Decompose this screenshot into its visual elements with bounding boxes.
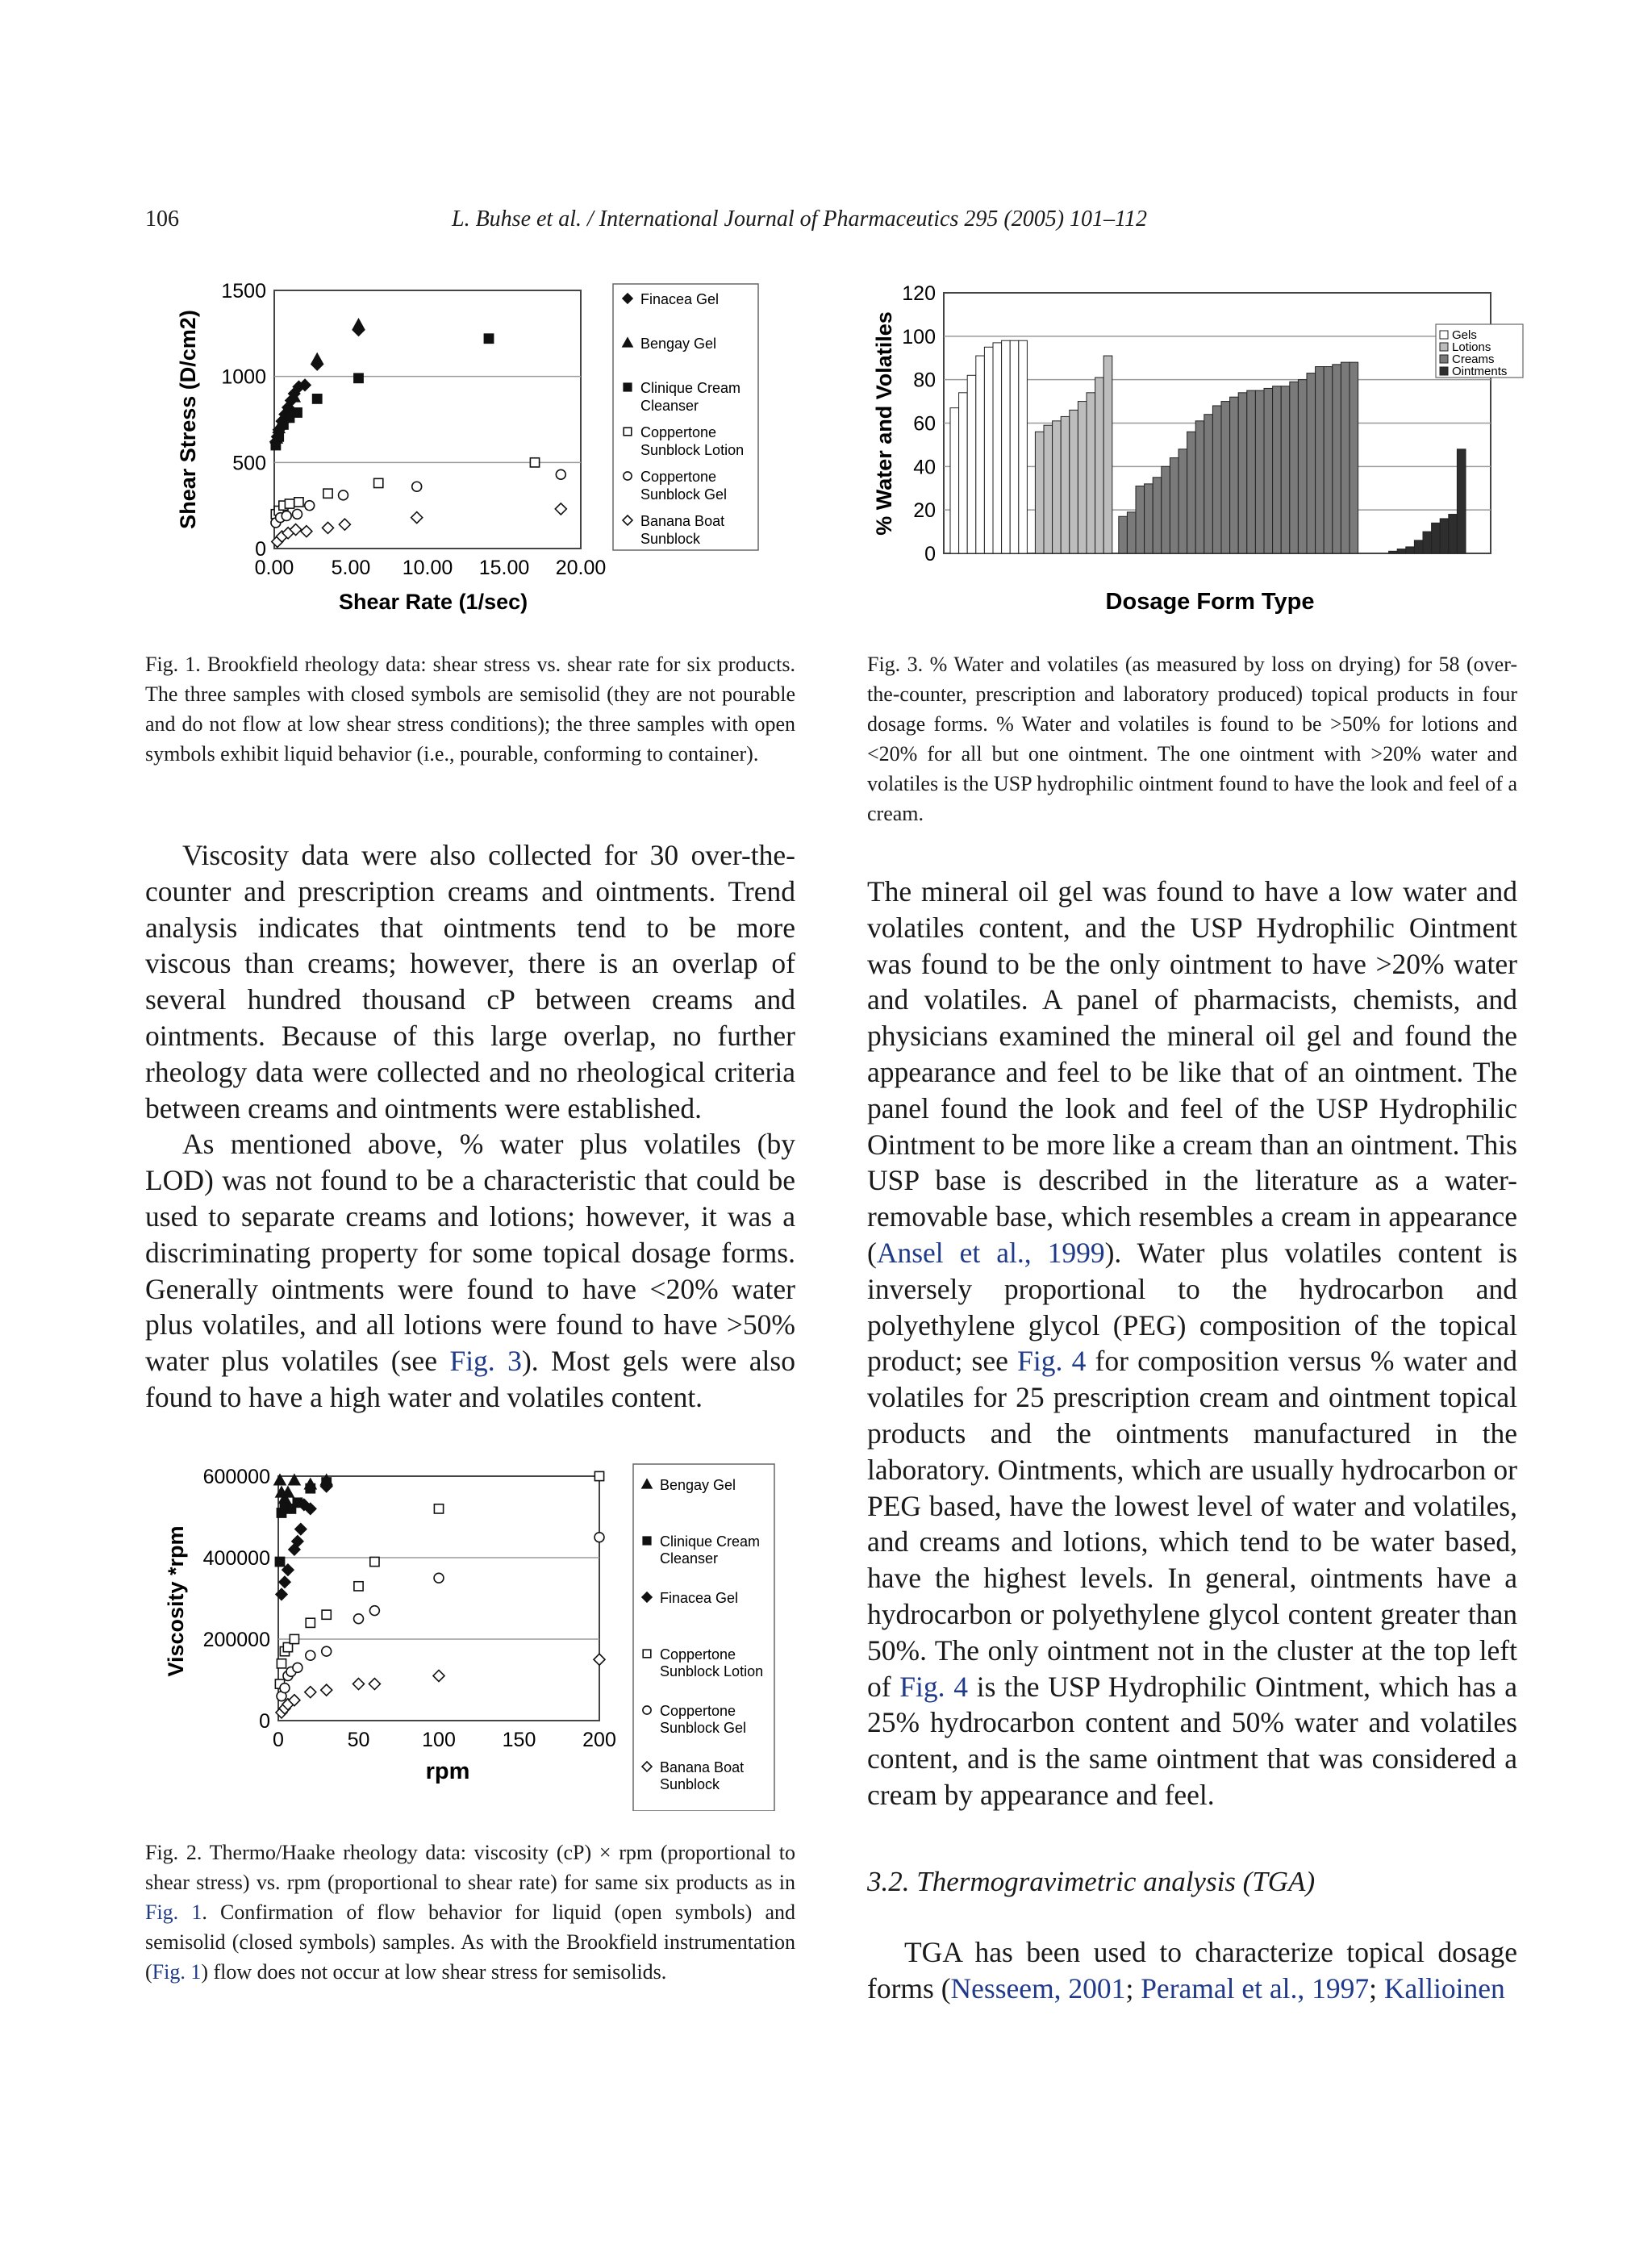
bar — [1061, 416, 1070, 553]
bar — [1187, 432, 1196, 553]
legend-label: Clinique Cream — [660, 1533, 761, 1550]
bar — [959, 393, 968, 553]
fig1-link[interactable]: Fig. 1 — [145, 1900, 202, 1924]
bar — [1145, 484, 1153, 553]
y-tick-label: 0 — [924, 543, 936, 565]
y-tick-label: 100 — [902, 325, 936, 348]
bar — [1298, 380, 1307, 553]
data-point — [530, 458, 539, 467]
data-point — [306, 1650, 315, 1660]
bar — [1406, 547, 1415, 553]
page-number: 106 — [145, 207, 179, 232]
legend-label: Clinique Cream — [640, 380, 741, 396]
legend-label: Coppertone — [640, 424, 717, 440]
bar — [1162, 466, 1170, 553]
legend-label: Sunblock Lotion — [640, 442, 745, 458]
y-tick-label: 80 — [913, 369, 936, 392]
legend-label: Creams — [1452, 353, 1495, 366]
data-point — [322, 1646, 332, 1656]
legend-label: Gels — [1452, 328, 1477, 342]
legend-marker — [643, 1650, 651, 1658]
data-point — [434, 1504, 443, 1513]
data-point — [285, 499, 294, 508]
bar — [1432, 523, 1441, 553]
bar — [1333, 365, 1341, 553]
legend-label: Sunblock Gel — [640, 486, 728, 503]
bar — [1255, 390, 1264, 553]
legend-marker — [643, 1537, 651, 1545]
paragraph: TGA has been used to characterize topical dosage forms (Nesseem, 2001; Peramal et al., 1997; Kallioinen — [867, 1936, 1517, 2005]
fig3-y-axis-label: % Water and Volatiles — [872, 311, 896, 536]
fig4-link[interactable]: Fig. 4 — [1017, 1345, 1087, 1378]
left-column-text — [145, 837, 795, 1416]
nesseem-citation-link[interactable]: Nesseem, 2001 — [950, 1971, 1126, 2005]
legend-label: Sunblock Lotion — [660, 1663, 764, 1679]
x-tick-label: 50 — [347, 1729, 370, 1751]
fig3-caption: Fig. 3. % Water and volatiles (as measured by loss on drying) for 58 (over-the-counter, prescription and laboratory produced) topical products in four dosage forms. % Water and volatiles is found to be >50% for lotions and <20% for all but one ointment. The one ointment with >20% water and volatiles is the USP hydrophilic ointment found to have the look and feel of a cream. — [867, 653, 1517, 825]
y-tick-label: 1000 — [221, 365, 266, 389]
right-column-text-2 — [867, 1934, 1517, 2007]
legend-label: Coppertone — [660, 1646, 736, 1663]
bar — [1290, 382, 1299, 553]
fig3-link[interactable]: Fig. 3 — [449, 1345, 522, 1378]
section-heading: 3.2. Thermogravimetric analysis (TGA) — [867, 1866, 1316, 1897]
data-point — [277, 1659, 286, 1668]
legend-label: Bengay Gel — [660, 1477, 736, 1493]
y-tick-label: 500 — [232, 452, 266, 475]
x-tick-label: 0.00 — [254, 557, 294, 579]
bar — [1204, 415, 1213, 553]
legend-label: Sunblock — [660, 1776, 720, 1792]
bar — [1273, 386, 1282, 553]
y-tick-label: 40 — [913, 456, 936, 479]
data-point — [412, 482, 422, 491]
bar — [1247, 390, 1256, 553]
data-point — [370, 1557, 379, 1566]
data-point — [293, 509, 302, 519]
bar — [1103, 356, 1112, 553]
data-point — [313, 394, 322, 403]
legend-swatch — [1440, 343, 1448, 351]
right-column-text — [867, 874, 1517, 1813]
bar — [1324, 367, 1333, 553]
fig3-chart — [863, 266, 1525, 629]
fig3-x-axis-label: Dosage Form Type — [1105, 589, 1315, 615]
legend-marker — [624, 383, 632, 391]
bar — [1414, 540, 1423, 553]
fig1-plot-area — [274, 290, 581, 549]
bar — [1095, 378, 1104, 553]
bar — [1238, 393, 1247, 553]
legend-swatch — [1440, 367, 1448, 375]
bar — [1350, 362, 1358, 553]
legend-label: Lotions — [1452, 340, 1491, 354]
y-tick-label: 0 — [259, 1710, 270, 1733]
bar — [993, 343, 1002, 553]
legend-label: Banana Boat — [640, 513, 725, 529]
bar — [1195, 421, 1204, 553]
data-point — [305, 501, 315, 511]
legend-label: Bengay Gel — [640, 336, 717, 352]
x-tick-label: 15.00 — [478, 557, 530, 579]
bar — [1170, 458, 1179, 553]
data-point — [354, 373, 363, 382]
bar — [1078, 402, 1087, 553]
data-point — [354, 1582, 363, 1591]
ansel-citation-link[interactable]: Ansel et al., 1999 — [876, 1236, 1105, 1269]
data-point — [274, 432, 283, 441]
bar — [1449, 515, 1458, 553]
bar — [1136, 486, 1145, 553]
bar — [1341, 362, 1350, 553]
fig1-x-axis-label: Shear Rate (1/sec) — [339, 590, 528, 614]
x-tick-label: 10.00 — [402, 557, 453, 579]
y-tick-label: 200000 — [202, 1629, 270, 1651]
y-tick-label: 1500 — [221, 280, 266, 302]
legend-label: Coppertone — [640, 469, 717, 485]
x-tick-label: 0 — [273, 1729, 284, 1751]
data-point — [354, 1614, 364, 1624]
bar — [1212, 406, 1221, 553]
x-tick-label: 20.00 — [555, 557, 607, 579]
bar — [1087, 393, 1095, 553]
bar — [984, 347, 993, 553]
legend-label: Cleanser — [660, 1550, 719, 1567]
x-tick-label: 100 — [422, 1729, 456, 1751]
data-point — [556, 469, 565, 479]
bar — [1230, 397, 1239, 553]
legend-label: Banana Boat — [660, 1759, 745, 1775]
bar — [1457, 449, 1466, 553]
bar — [1423, 532, 1432, 553]
legend-swatch — [1440, 331, 1448, 339]
bar — [1010, 340, 1019, 553]
peramal-citation-link[interactable]: Peramal et al., 1997 — [1141, 1971, 1370, 2005]
bar — [1389, 551, 1398, 553]
data-point — [282, 511, 291, 521]
fig1-y-axis-label: Shear Stress (D/cm2) — [176, 310, 200, 529]
paragraph: The mineral oil gel was found to have a low water and volatiles content, and the USP Hydrophilic Ointment was found to be the only ointment to have >20% water and volatiles. A panel of pharmacists, chemists, and physicians examined the mineral oil gel and found the appearance and feel to be like that of an ointment. The panel found the look and feel of the USP Hydrophilic Ointment to be more like a cream than an ointment. This USP base is described in the literature as a water-removable base, which resembles a cream in appearance (Ansel et al., 1999). Water plus volatiles content is inversely proportional to the hydrocarbon and polyethylene glycol (PEG) composition of the topical product; see Fig. 4 for composition versus % water and volatiles for 25 prescription cream and ointment topical products and the ointments manufactured in the laboratory. Ointments, which are usually hydrocarbon or PEG based, have the lowest level of water and volatiles, and creams and lotions, which tend to be water based, have the highest levels. In general, ointments have a hydrocarbon or polyethylene glycol content greater than 50%. The only ointment not in the cluster at the top left of Fig. 4 is the USP Hydrophilic Ointment, which has a 25% hydrocarbon content and 50% water and volatiles content, and is the same ointment that was considered a cream by appearance and feel. — [867, 875, 1518, 1811]
bar — [1002, 340, 1011, 553]
data-point — [484, 334, 493, 343]
data-point — [322, 1610, 331, 1619]
y-tick-label: 0 — [255, 538, 266, 561]
data-point — [434, 1573, 444, 1583]
fig1-caption: Fig. 1. Brookfield rheology data: shear stress vs. shear rate for six products. The three samples with closed symbols are semisolid (they are not pourable and do not flow at low shear stress conditions); the three samples with open symbols exhibit liquid behavior (i.e., pourable, conforming to container). — [145, 653, 795, 766]
legend-marker — [643, 1706, 651, 1714]
bar — [1397, 549, 1406, 553]
data-point — [594, 1471, 603, 1480]
legend-label: Sunblock Gel — [660, 1720, 747, 1736]
x-tick-label: 200 — [582, 1729, 616, 1751]
bar — [1153, 478, 1162, 553]
y-tick-label: 120 — [902, 282, 936, 305]
bar — [1179, 449, 1187, 553]
data-point — [323, 489, 332, 498]
data-point — [294, 498, 303, 507]
bar — [1221, 402, 1230, 553]
legend-label: Coppertone — [660, 1703, 736, 1719]
fig4-link[interactable]: Fig. 4 — [899, 1670, 969, 1703]
fig1-legend — [613, 284, 758, 550]
bar — [1281, 386, 1290, 553]
fig1-chart — [145, 266, 791, 629]
fig2-y-axis-label: Viscosity *rpm — [164, 1525, 188, 1677]
fig2-caption: Fig. 2. Thermo/Haake rheology data: viscosity (cP) × rpm (proportional to shear stress) vs. rpm (proportional to shear rate) for same six products as in Fig. 1. Confirmation of flow behavior for liquid (open symbols) and semisolid (closed symbols) samples. As with the Brookfield instrumentation (Fig. 1) flow does not occur at low shear stress for semisolids. — [145, 1841, 795, 1984]
data-point — [293, 408, 302, 417]
kallioinen-citation-link[interactable]: Kallioinen — [1383, 1971, 1505, 2005]
bar — [1316, 367, 1325, 553]
x-tick-label: 150 — [502, 1729, 536, 1751]
legend-label: Cleanser — [640, 398, 699, 414]
bar — [950, 408, 959, 553]
bar — [1307, 373, 1316, 553]
legend-marker — [624, 472, 632, 480]
data-point — [594, 1533, 604, 1542]
data-point — [280, 1683, 290, 1693]
fig2-chart — [145, 1448, 799, 1811]
bar — [1044, 425, 1053, 553]
paragraph: As mentioned above, % water plus volatiles (by LOD) was not found to be a characteristic that could be used to separate creams and lotions; however, it was a discriminating property for some topical dosage forms. Generally ointments were found to have <20% water plus volatiles, and all lotions were found to have >50% water plus volatiles (see Fig. 3). Most gels were also found to have a high water and volatiles content. — [145, 1128, 795, 1413]
legend-label: Sunblock — [640, 531, 701, 547]
bar — [1070, 410, 1078, 553]
data-point — [369, 1606, 379, 1616]
data-point — [306, 1484, 315, 1493]
bar — [1440, 519, 1449, 553]
data-point — [290, 1634, 298, 1643]
y-tick-label: 600000 — [202, 1466, 270, 1488]
bar — [1264, 388, 1273, 553]
bar — [1019, 340, 1028, 553]
y-tick-label: 20 — [913, 499, 936, 523]
y-tick-label: 60 — [913, 412, 936, 436]
legend-label: Ointments — [1452, 365, 1508, 378]
bar — [1127, 512, 1136, 553]
data-point — [271, 440, 280, 449]
bar — [976, 356, 985, 553]
legend-label: Finacea Gel — [660, 1590, 739, 1606]
bar — [1119, 516, 1128, 553]
data-point — [374, 478, 383, 487]
data-point — [293, 1663, 302, 1672]
x-tick-label: 5.00 — [331, 557, 371, 579]
legend-marker — [624, 428, 632, 436]
y-tick-label: 400000 — [202, 1547, 270, 1570]
data-point — [275, 1557, 284, 1566]
bar — [1053, 421, 1062, 553]
legend-swatch — [1440, 355, 1448, 363]
running-title: L. Buhse et al. / International Journal of Pharmaceutics 295 (2005) 101–112 — [452, 207, 1147, 232]
fig2-x-axis-label: rpm — [425, 1759, 470, 1784]
fig1-link[interactable]: Fig. 1 — [152, 1960, 202, 1984]
bar — [967, 375, 976, 553]
legend-label: Finacea Gel — [640, 291, 720, 307]
bar — [1035, 432, 1044, 553]
data-point — [339, 490, 348, 500]
data-point — [306, 1618, 315, 1627]
paragraph: Viscosity data were also collected for 30 over-the-counter and prescription creams and ointments. Trend analysis indicates that ointments tend to be more viscous than creams; however, there is an overlap of several hundred thousand cP between creams and ointments. Because of this large overlap, no further rheology data were collected and no rheological criteria between creams and ointments were established. — [145, 839, 795, 1124]
